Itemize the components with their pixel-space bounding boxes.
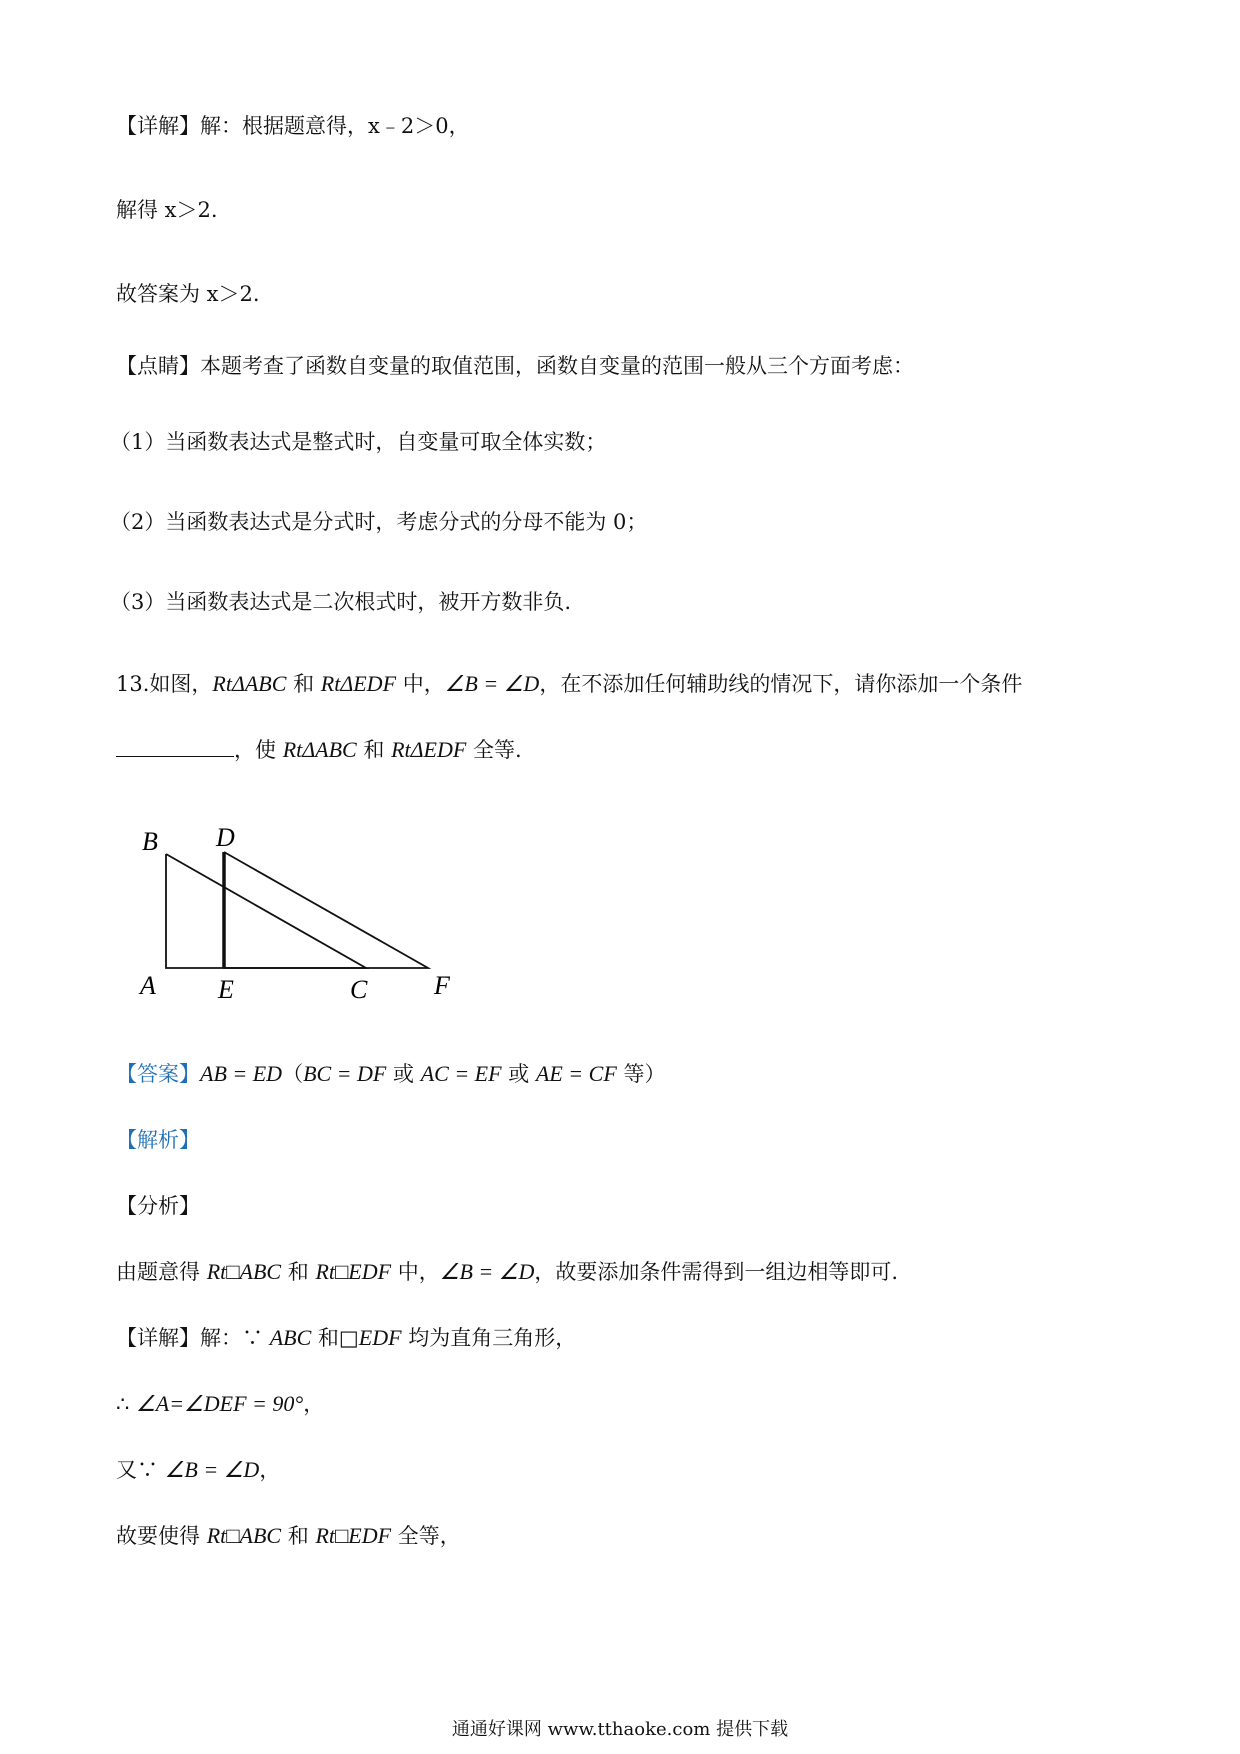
answer-option: AE = CF <box>535 1061 617 1086</box>
answer-blank <box>116 738 234 757</box>
detail-text: 均为直角三角形， <box>401 1326 577 1350</box>
solution-detail: 【详解】解：根据题意得，x﹣2＞0， <box>116 114 470 138</box>
label-f: F <box>434 971 450 1000</box>
answer-text: 等） <box>616 1062 666 1086</box>
final-line <box>116 1522 461 1550</box>
math-angle-equal: ∠B = ∠D <box>439 1259 535 1284</box>
label-e: E <box>218 975 234 1004</box>
question-text: ，使 <box>234 738 283 762</box>
therefore-text: ， <box>303 1392 325 1416</box>
answer-line <box>116 1060 665 1088</box>
solution-answer: 故答案为 x＞2. <box>116 282 260 306</box>
detail-text: 【详解】解：∵ <box>116 1326 270 1350</box>
question-13-line-1 <box>116 670 1022 698</box>
math-right-angles: ∠A=∠DEF = 90° <box>136 1391 304 1416</box>
therefore-text: ∴ <box>116 1392 137 1416</box>
label-a: A <box>140 971 156 1000</box>
triangle-abc <box>166 854 366 968</box>
comment-item-3: （3）当函数表达式是二次根式时，被开方数非负. <box>110 590 572 614</box>
math-triangle-abc: Rt□ABC <box>206 1259 282 1284</box>
comment-item-2: （2）当函数表达式是分式时，考虑分式的分母不能为 0； <box>110 510 648 534</box>
answer-option: BC = DF <box>303 1061 387 1086</box>
analysis-text: ，故要添加条件需得到一组边相等即可. <box>534 1260 899 1284</box>
math-triangle-edf: RtΔEDF <box>391 737 467 762</box>
math-triangle-abc: Rt□ABC <box>206 1523 282 1548</box>
math-triangle-edf: Rt□EDF <box>315 1523 392 1548</box>
question-text: ，在不添加任何辅助线的情况下，请你添加一个条件 <box>539 672 1023 696</box>
also-text: ， <box>259 1458 281 1482</box>
comment-item-1: （1）当函数表达式是整式时，自变量可取全体实数； <box>110 430 607 454</box>
analysis-line <box>116 1258 898 1286</box>
analysis-text: 中， <box>391 1260 440 1284</box>
answer-text: 或 <box>386 1062 421 1086</box>
math-triangle-edf: RtΔEDF <box>320 671 397 696</box>
analysis-tag: 【解析】 <box>116 1128 200 1152</box>
question-text: 如图， <box>149 672 213 696</box>
analysis-text: 由题意得 <box>116 1260 207 1284</box>
triangle-edf <box>224 852 428 968</box>
question-number: 13. <box>116 672 150 696</box>
page-footer: 通通好课网 www.tthaoke.com 提供下载 <box>451 1719 789 1740</box>
math-angle-equal: ∠B = ∠D <box>164 1457 260 1482</box>
question-text: 和 <box>356 738 392 762</box>
detail-line <box>116 1324 576 1352</box>
question-text: 和 <box>286 672 321 696</box>
therefore-line <box>116 1390 324 1418</box>
question-text: 全等. <box>466 738 522 762</box>
fenxi-tag: 【分析】 <box>116 1194 200 1218</box>
math-triangle-abc: RtΔABC <box>212 671 287 696</box>
question-text: 中， <box>396 672 445 696</box>
math-abc: ABC <box>269 1325 312 1350</box>
detail-text: 和□ <box>311 1326 359 1350</box>
answer-tag: 【答案】 <box>116 1062 200 1086</box>
answer-option: AC = EF <box>420 1061 502 1086</box>
final-text: 故要使得 <box>116 1524 207 1548</box>
comment-head: 【点睛】本题考查了函数自变量的取值范围，函数自变量的范围一般从三个方面考虑： <box>116 354 914 378</box>
also-text: 又∵ <box>116 1458 165 1482</box>
label-c: C <box>350 975 368 1004</box>
triangles-figure <box>128 816 468 1016</box>
math-edf: EDF <box>358 1325 402 1350</box>
label-b: B <box>142 827 158 856</box>
final-text: 和 <box>281 1524 316 1548</box>
solution-solve: 解得 x＞2. <box>116 198 218 222</box>
label-d: D <box>216 823 235 852</box>
math-angle-equal: ∠B = ∠D <box>444 671 540 696</box>
analysis-text: 和 <box>281 1260 316 1284</box>
answer-text: 或 <box>501 1062 536 1086</box>
final-text: 全等， <box>391 1524 461 1548</box>
math-triangle-edf: Rt□EDF <box>315 1259 392 1284</box>
answer-text: （ <box>282 1062 304 1086</box>
math-triangle-abc: RtΔABC <box>282 737 357 762</box>
answer-main: AB = ED <box>200 1061 283 1086</box>
question-13-line-2 <box>116 736 522 764</box>
also-line <box>116 1456 280 1484</box>
